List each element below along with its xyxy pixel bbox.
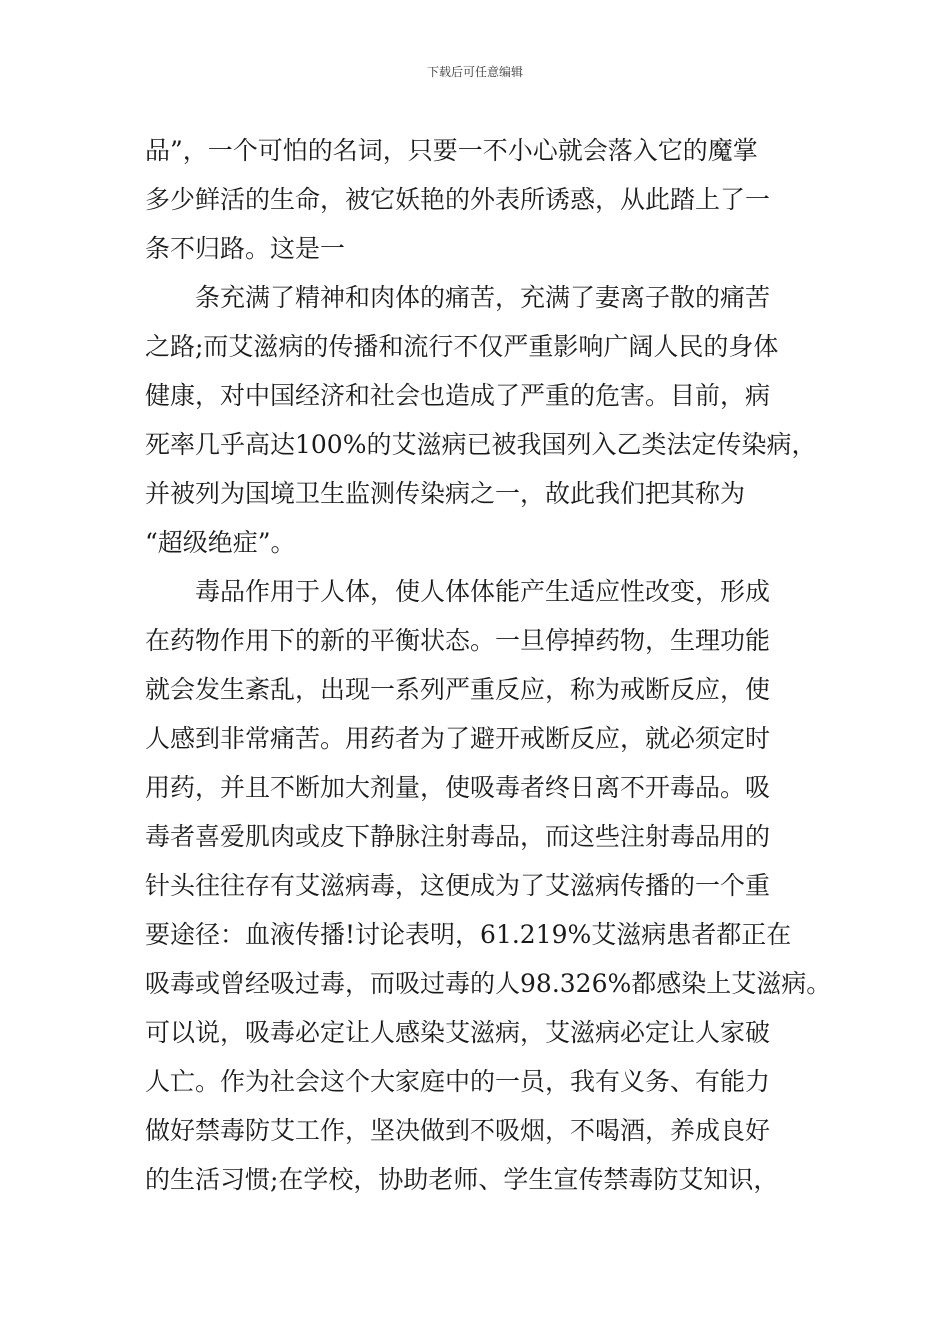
text-line: 多少鲜活的生命，被它妖艳的外表所诱惑，从此踏上了一 xyxy=(145,185,771,214)
text-line: 毒品作用于人体，使人体体能产生适应性改变，形成 xyxy=(145,577,771,606)
text-line: 条不归路。这是一 xyxy=(145,234,346,263)
text-line: 并被列为国境卫生监测传染病之一，故此我们把其称为 xyxy=(145,479,746,508)
text-line: 用药，并且不断加大剂量，使吸毒者终日离不开毒品。吸 xyxy=(145,773,771,802)
text-line: 品”，一个可怕的名词，只要一不小心就会落入它的魔掌 xyxy=(145,136,758,165)
text-line: 健康，对中国经济和社会也造成了严重的危害。目前，病 xyxy=(145,381,771,410)
text-line: “超级绝症”。 xyxy=(145,528,296,557)
page-header: 下载后可任意编辑 xyxy=(426,65,523,79)
text-line: 死率几乎高达100%的艾滋病已被我国列入乙类法定传染病， xyxy=(145,430,817,459)
text-line: 条充满了精神和肉体的痛苦，充满了妻离子散的痛苦 xyxy=(145,283,771,312)
text-line: 做好禁毒防艾工作，坚决做到不吸烟，不喝酒，养成良好 xyxy=(145,1116,771,1145)
text-line: 的生活习惯;在学校，协助老师、学生宣传禁毒防艾知识， xyxy=(145,1165,779,1194)
text-line: 人亡。作为社会这个大家庭中的一员，我有义务、有能力 xyxy=(145,1067,771,1096)
text-line: 要途径：血液传播!讨论表明，61.219%艾滋病患者都正在 xyxy=(145,920,792,949)
text-line: 针头往往存有艾滋病毒，这便成为了艾滋病传播的一个重 xyxy=(145,871,771,900)
document-body xyxy=(145,126,832,1204)
text-line: 之路;而艾滋病的传播和流行不仅严重影响广阔人民的身体 xyxy=(145,332,779,361)
text-line: 在药物作用下的新的平衡状态。一旦停掉药物，生理功能 xyxy=(145,626,771,655)
text-line: 就会发生紊乱，出现一系列严重反应，称为戒断反应，使 xyxy=(145,675,771,704)
text-line: 毒者喜爱肌肉或皮下静脉注射毒品，而这些注射毒品用的 xyxy=(145,822,771,851)
text-line: 人感到非常痛苦。用药者为了避开戒断反应，就必须定时 xyxy=(145,724,771,753)
text-line: 可以说，吸毒必定让人感染艾滋病，艾滋病必定让人家破 xyxy=(145,1018,771,1047)
text-line: 吸毒或曾经吸过毒，而吸过毒的人98.326%都感染上艾滋病。 xyxy=(145,969,832,998)
